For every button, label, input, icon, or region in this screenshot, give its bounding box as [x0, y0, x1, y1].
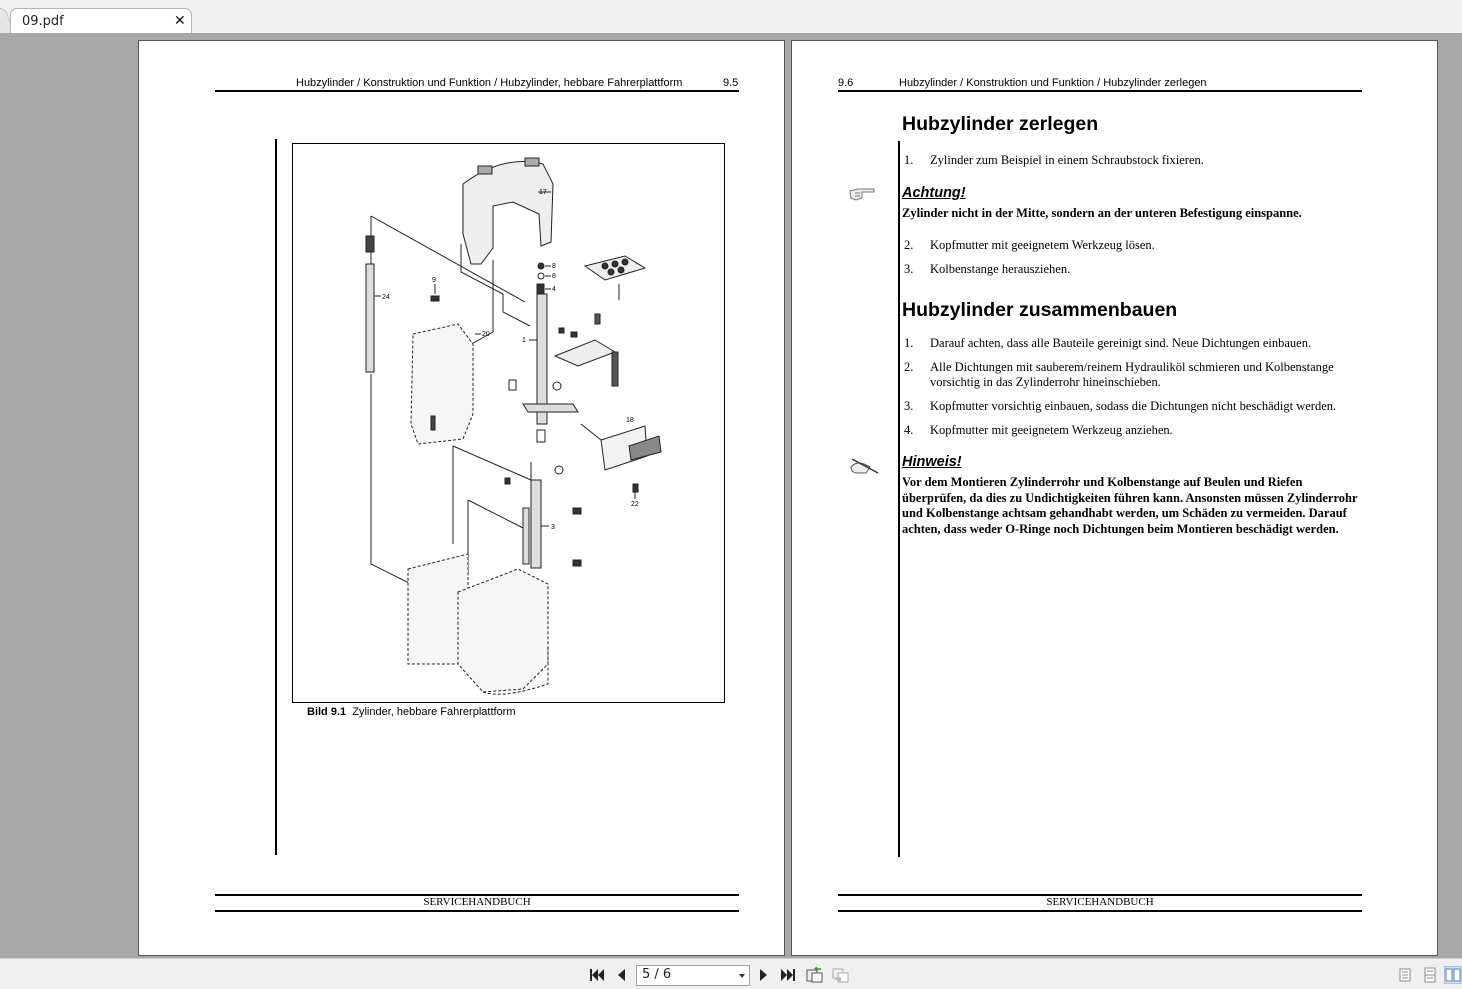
list-text: Kopfmutter mit geeignetem Werkzeug anziehen.	[930, 423, 1173, 437]
footer-rule-bottom	[838, 910, 1362, 912]
tab-bar	[0, 0, 1462, 33]
page-header-title: Hubzylinder / Konstruktion und Funktion / Hubzylinder, hebbare Fahrerplattform	[296, 77, 683, 89]
warning-title-text: Achtung	[902, 185, 961, 201]
facing-view-button[interactable]	[1444, 966, 1462, 984]
warning-body: Zylinder nicht in der Mitte, sondern an der unteren Befestigung einspanne.	[902, 206, 1302, 220]
previous-view-button[interactable]	[806, 967, 824, 983]
svg-text:22: 22	[631, 501, 639, 508]
writing-hand-icon	[848, 455, 880, 477]
svg-text:3: 3	[551, 524, 555, 531]
tab-09-pdf[interactable]	[10, 8, 192, 34]
page-footer: SERVICEHANDBUCH	[1046, 896, 1154, 908]
continuous-view-button[interactable]	[1421, 966, 1439, 984]
exploded-diagram-figure	[292, 143, 725, 703]
previous-page-icon	[616, 968, 626, 982]
list-number: 1.	[904, 153, 914, 167]
next-page-icon	[759, 968, 769, 982]
svg-text:8: 8	[552, 273, 556, 280]
close-icon[interactable]: ✕	[174, 13, 186, 29]
list-text: Zylinder zum Beispiel in einem Schraubstock fixieren.	[930, 153, 1204, 167]
list-number: 3.	[904, 399, 914, 413]
pdf-page-left	[138, 40, 785, 956]
continuous-page-icon	[1424, 967, 1436, 983]
first-page-button[interactable]	[588, 967, 606, 983]
page-number: 9.5	[723, 77, 739, 89]
list-number: 2.	[904, 238, 914, 252]
svg-text:1: 1	[522, 337, 526, 344]
warning-title-suffix: !	[960, 185, 966, 201]
svg-text:24: 24	[382, 294, 390, 301]
svg-text:17: 17	[539, 189, 547, 196]
figure-caption	[307, 706, 516, 718]
pointing-hand-icon	[848, 185, 876, 203]
margin-bar	[898, 141, 900, 857]
figure-caption-label: Bild 9.1	[307, 706, 347, 718]
single-page-icon	[1399, 968, 1411, 982]
list-number: 2.	[904, 360, 914, 374]
note-title-suffix: !	[956, 454, 962, 470]
last-page-button[interactable]	[779, 967, 797, 983]
section-title-zusammenbauen: Hubzylinder zusammenbauen	[902, 299, 1178, 321]
note-title-text: Hinweis	[902, 454, 957, 470]
previous-view-icon	[806, 967, 824, 983]
next-view-button[interactable]	[832, 967, 850, 983]
svg-text:20: 20	[482, 331, 490, 338]
list-number: 1.	[904, 336, 914, 350]
single-page-view-button[interactable]	[1396, 966, 1414, 984]
svg-text:8: 8	[552, 263, 556, 270]
document-viewer[interactable]	[0, 33, 1462, 958]
page-navigation-bar	[0, 958, 1462, 989]
list-text: Alle Dichtungen mit sauberem/reinem Hydrauliköl schmieren und Kolbenstange vorsichtig in das Zylinderrohr hineinschieben.	[930, 360, 1334, 389]
svg-text:4: 4	[552, 286, 556, 293]
header-rule	[215, 90, 739, 92]
svg-text:9: 9	[432, 277, 436, 284]
list-number: 3.	[904, 262, 914, 276]
tab-label: 09.pdf	[22, 14, 64, 29]
margin-bar	[275, 139, 277, 855]
list-text: Kolbenstange herausziehen.	[930, 262, 1071, 276]
facing-pages-icon	[1445, 968, 1461, 982]
page-number-select[interactable]	[636, 965, 750, 986]
header-rule	[838, 90, 1362, 92]
next-view-icon	[832, 967, 850, 983]
exploded-diagram-drawing	[293, 144, 726, 704]
svg-text:18: 18	[626, 417, 634, 424]
next-page-button[interactable]	[755, 967, 773, 983]
page-number: 9.6	[838, 77, 854, 89]
list-text: Darauf achten, dass alle Bauteile gereinigt sind. Neue Dichtungen einbauen.	[930, 336, 1312, 350]
note-body: Vor dem Montieren Zylinderrohr und Kolbenstange auf Beulen und Riefen überprüfen, da dies zu Undichtigkeiten führen kann. Ansonsten müssen Zylinderrohr und Kolbenstange achtsam gehandhabt werden, um Schäden zu vermeiden. Darauf achten, dass weder O-Ringe noch Dichtungen beim Montieren beschädigt werden.	[902, 475, 1358, 536]
list-text: Kopfmutter vorsichtig einbauen, sodass die Dichtungen nicht beschädigt werden.	[930, 399, 1337, 413]
page-indicator: 5 / 6	[642, 967, 672, 982]
section-title-zerlegen: Hubzylinder zerlegen	[902, 113, 1099, 135]
warning-title	[902, 185, 966, 201]
previous-page-button[interactable]	[612, 967, 630, 983]
figure-caption-text: Zylinder, hebbare Fahrerplattform	[352, 706, 516, 718]
list-number: 4.	[904, 423, 914, 437]
first-page-icon	[589, 968, 605, 982]
page-header-title: Hubzylinder / Konstruktion und Funktion / Hubzylinder zerlegen	[899, 77, 1207, 89]
note-title	[902, 454, 962, 470]
chevron-down-icon	[739, 974, 745, 978]
last-page-icon	[780, 968, 796, 982]
list-text: Kopfmutter mit geeignetem Werkzeug lösen.	[930, 238, 1155, 252]
footer-rule-bottom	[215, 910, 739, 912]
pdf-page-right	[791, 40, 1438, 956]
page-footer: SERVICEHANDBUCH	[423, 896, 531, 908]
